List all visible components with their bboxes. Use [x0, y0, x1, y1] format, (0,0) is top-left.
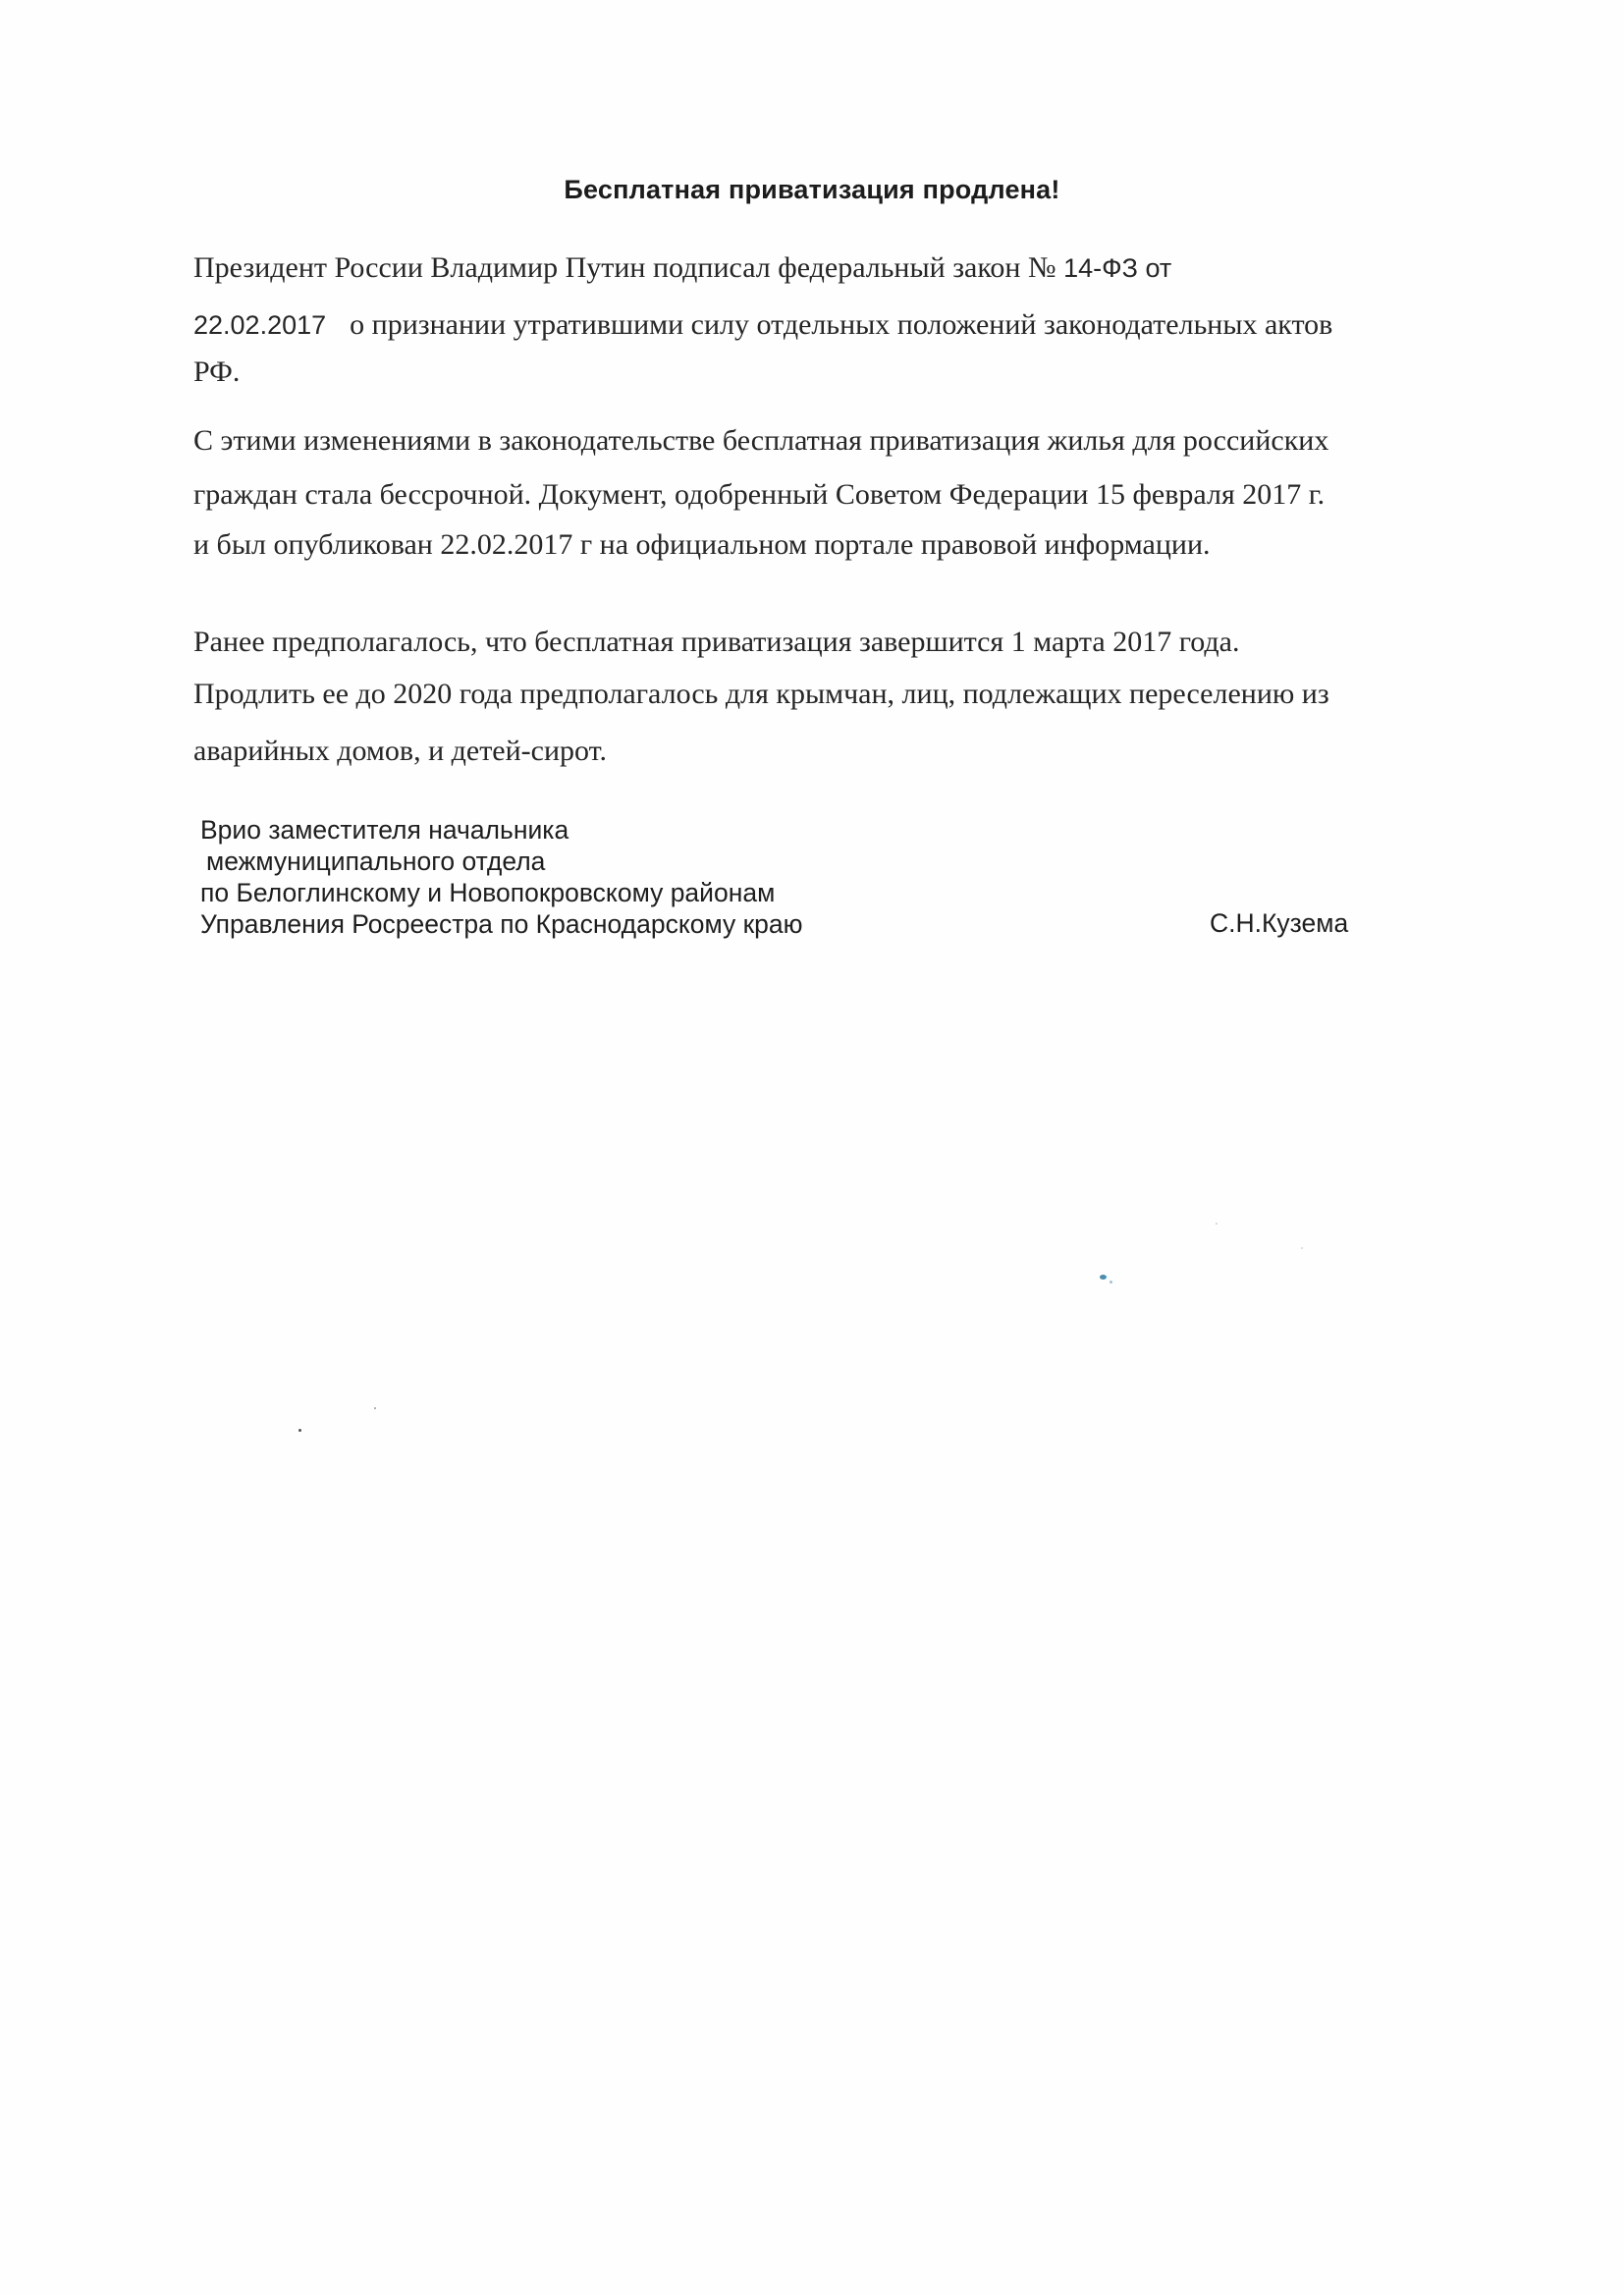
signer-name: С.Н.Кузема	[1210, 908, 1349, 938]
paragraph-3-line-3: аварийных домов, и детей-сирот.	[193, 735, 607, 767]
scan-speck	[1216, 1223, 1218, 1225]
paragraph-2-line-2: граждан стала бессрочной. Документ, одобренный Советом Федерации 15 февраля 2017 г.	[193, 478, 1326, 511]
paragraph-1-line-2-text: о признании утратившими силу отдельных положений законодательных актов	[350, 308, 1333, 341]
document-title: Бесплатная приватизация продлена!	[564, 175, 1060, 204]
scan-speck	[1100, 1275, 1107, 1280]
paragraph-1-line-3: РФ.	[193, 355, 241, 388]
signature-position-line-3: по Белоглинскому и Новопокровскому районам	[200, 878, 776, 907]
law-date: 22.02.2017	[193, 310, 327, 340]
paragraph-1-line-1-text: Президент России Владимир Путин подписал федеральный закон №	[193, 251, 1064, 284]
paragraph-2-line-3: и был опубликован 22.02.2017 г на официальном портале правовой информации.	[193, 528, 1211, 561]
law-number: 14-ФЗ от	[1063, 253, 1172, 283]
signature-position-line-4: Управления Росреестра по Краснодарскому краю	[200, 909, 803, 939]
scan-speck	[298, 1429, 301, 1432]
paragraph-2-line-1: С этими изменениями в законодательстве бесплатная приватизация жилья для российских	[193, 424, 1329, 457]
paragraph-3-line-2: Продлить ее до 2020 года предполагалось для крымчан, лиц, подлежащих переселению из	[193, 678, 1329, 710]
scan-speck	[1110, 1281, 1112, 1284]
signature-position-line-2: межмуниципального отдела	[206, 847, 546, 876]
paragraph-1-line-1	[193, 251, 1171, 285]
paragraph-3-line-1: Ранее предполагалось, что бесплатная приватизация завершится 1 марта 2017 года.	[193, 626, 1240, 658]
paragraph-1-line-2	[193, 308, 1332, 342]
scan-speck	[374, 1407, 376, 1409]
scan-speck	[1301, 1247, 1303, 1249]
signature-position-line-1: Врио заместителя начальника	[200, 815, 569, 845]
